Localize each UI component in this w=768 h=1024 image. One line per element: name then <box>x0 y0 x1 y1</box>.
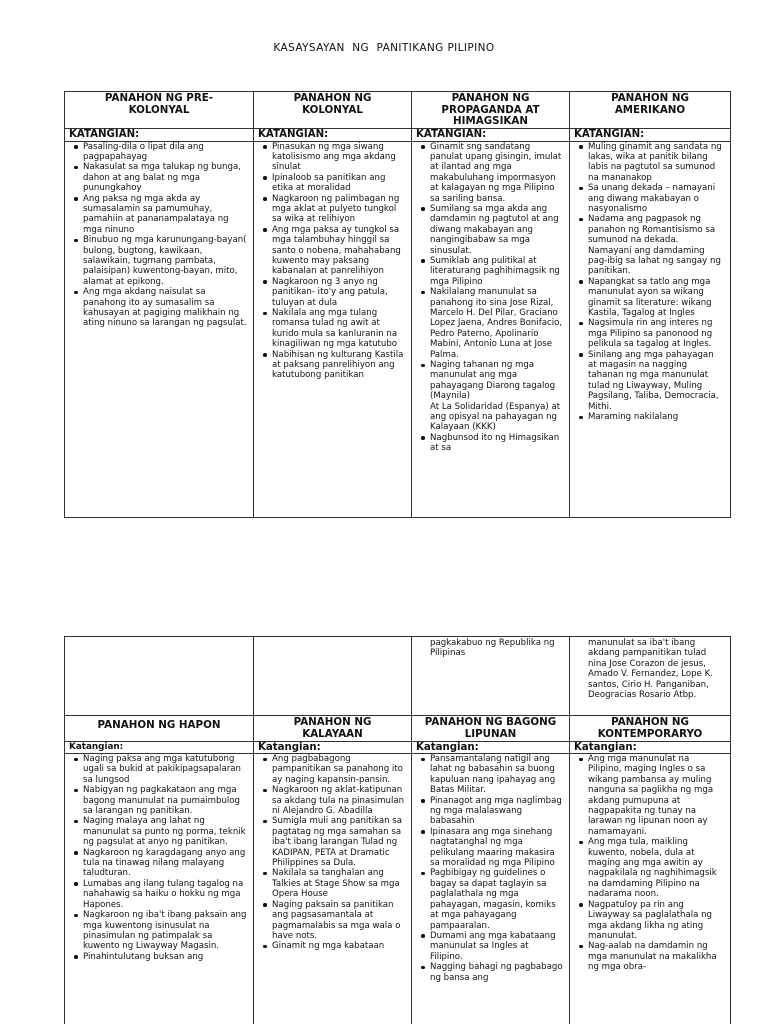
continuation-cell <box>570 637 730 715</box>
content-row <box>65 754 731 1024</box>
katangian-row <box>65 128 731 141</box>
content-cell <box>412 754 569 1024</box>
katangian-label: Katangian: <box>69 742 124 752</box>
bullet-item: Nagbunsod ito ng Himagsikan at sa <box>430 433 567 454</box>
header-cell-bagong-lipunan <box>412 716 570 742</box>
table-header-row <box>65 92 731 129</box>
katangian-label: KATANGIAN: <box>69 128 140 140</box>
bullet-list <box>412 754 567 983</box>
period-heading: PANAHON NG KOLONYAL <box>293 92 372 116</box>
bullet-item: Nagging bahagi ng pagbabago ng bansa ang <box>430 962 567 983</box>
content-cell <box>254 142 411 517</box>
continuation-text: manunulat sa iba't ibang akdang pampanitikan tulad nina Jose Corazon de jesus, Amado V. Fernandez, Lope K. santos, Cirio H. Panganiban, Deogracias Rosario Atbp. <box>588 638 713 701</box>
katangian-label: Katangian: <box>574 742 637 753</box>
continuation-cell <box>254 637 411 715</box>
literature-periods-table-2 <box>64 636 731 1024</box>
bullet-item: Nag-aalab na damdamin ng mga manunulat na makalikha ng mga obra- <box>588 941 728 972</box>
period-heading: PANAHON NG AMERIKANO <box>611 92 689 116</box>
bullet-item: Naging paksain sa panitikan ang pagsasamantala at pagmamalabis sa mga wala o have nots. <box>272 900 409 942</box>
content-cell <box>254 754 411 1024</box>
header-cell-pre-kolonyal <box>65 92 254 129</box>
bullet-item: Sa unang dekada – namayani ang diwang makabayan o nasyonalismo <box>588 183 728 214</box>
continuation-text <box>65 637 251 638</box>
bullet-list <box>254 142 409 381</box>
content-cell <box>65 754 253 1024</box>
bullet-item: Naging tahanan ng mga manunulat ang mga pahayagang Diarong tagalog (Maynila) At La Solidaridad (Espanya) at ang opisyal na pahayagan ng Kalayaan (KKK) <box>430 360 567 433</box>
katangian-label: Katangian: <box>416 742 479 753</box>
katangian-row <box>65 742 731 754</box>
continuation-cell <box>65 637 253 715</box>
bullet-list <box>65 754 251 962</box>
table-header-row <box>65 716 731 742</box>
bullet-item: Pinanagot ang mga naglimbag ng mga malalaswang babasahin <box>430 796 567 827</box>
header-cell-kalayaan <box>254 716 412 742</box>
header-cell-propaganda <box>412 92 570 129</box>
bullet-item: Ang mga paksa ay tungkol sa mga talambuhay hinggil sa santo o nobena, mahahabang kuwento may paksang kabanalan at panrelihiyon <box>272 225 409 277</box>
header-cell-kolonyal <box>254 92 412 129</box>
period-heading: PANAHON NG PRE- KOLONYAL <box>104 92 214 116</box>
katangian-label: KATANGIAN: <box>416 128 487 140</box>
header-cell-hapon <box>65 716 254 742</box>
bullet-item: Napangkat sa tatlo ang mga manunulat ayon sa wikang ginamit sa literature: wikang Kastila, Tagalog at Ingles <box>588 277 728 319</box>
content-cell <box>570 142 730 517</box>
bullet-item: Sumigla muli ang panitikan sa pagtatag ng mga samahan sa iba't ibang larangan Tulad ng KADIPAN, PETA at Dramatic Philippines sa Dula. <box>272 816 409 868</box>
bullet-item: Maraming nakilalang <box>588 412 728 422</box>
bullet-item: Pagbibigay ng guidelines o bagay sa dapat taglayin sa paglalathala ng mga pahayagan, magasin, komiks at mga pahayagang pampaaralan. <box>430 868 567 930</box>
header-cell-amerikano <box>570 92 731 129</box>
bullet-item: Nakilala ang mga tulang romansa tulad ng awit at kurido mula sa kanluranin na kinagiliwan ng mga katutubo <box>272 308 409 350</box>
bullet-item: Sinilang ang mga pahayagan at magasin na nagging tahanan ng mga manunulat tulad ng Liwayway, Muling Pagsilang, Taliba, Democracia, Mithi. <box>588 350 728 412</box>
bullet-item: Pinasukan ng mga siwang katolisismo ang mga akdang sinulat <box>272 142 409 173</box>
bullet-item: Nabigyan ng pagkakataon ang mga bagong manunulat na pumaimbulog sa larangan ng panitikan. <box>83 785 251 816</box>
literature-periods-table-1 <box>64 91 731 518</box>
period-heading: PANAHON NG BAGONG LIPUNAN <box>424 716 557 740</box>
bullet-item: Nagpatuloy pa rin ang Liwayway sa paglalathala ng mga akdang likha ng ating manunulat. <box>588 900 728 942</box>
bullet-item: Nagkaroon ng palimbagan ng mga aklat at pulyeto tungkol sa wika at relihiyon <box>272 194 409 225</box>
bullet-list <box>570 142 728 423</box>
bullet-item: Lumabas ang ilang tulang tagalog na nahahawig sa haiku o hokku ng mga Hapones. <box>83 879 251 910</box>
content-row <box>65 141 731 517</box>
bullet-list <box>412 142 567 454</box>
bullet-item: Binubuo ng mga karunungang-bayan( bulong, bugtong, kawikaan, salawikain, tugmang pambata, palaisipan) kuwentong-bayan, mito, alamat at epikong. <box>83 235 251 287</box>
bullet-list <box>254 754 409 952</box>
bullet-item: Ang paksa ng mga akda ay sumasalamin sa pamumuhay, pamahiin at pananampalataya ng mga ninuno <box>83 194 251 236</box>
bullet-item: Sumiklab ang pulitikal at literaturang paghihimagsik ng mga Pilipino <box>430 256 567 287</box>
bullet-item: Nagkaroon ng karagdagang anyo ang tula na tinawag nilang malayang taludturan. <box>83 848 251 879</box>
bullet-item: Nakilala sa tanghalan ang Talkies at Stage Show sa mga Opera House <box>272 868 409 899</box>
continuation-row <box>65 637 731 716</box>
bullet-item: Dumami ang mga kabataang manunulat sa Ingles at Filipino. <box>430 931 567 962</box>
katangian-label: KATANGIAN: <box>574 128 645 140</box>
bullet-item: Ipinasara ang mga sinehang nagtatanghal ng mga pelikulang maaring makasira sa moralidad ng mga Pilipino <box>430 827 567 869</box>
content-cell <box>570 754 730 1024</box>
continuation-text: pagkakabuo ng Republika ng Pilipinas <box>430 638 555 659</box>
katangian-label: Katangian: <box>258 742 321 753</box>
bullet-item: Sumilang sa mga akda ang damdamin ng pagtutol at ang diwang makabayan ang nangingibabaw sa mga sinusulat. <box>430 204 567 256</box>
bullet-item: Ang mga akdang naisulat sa panahong ito ay sumasalim sa kahusayan at pagiging malikhain ng ating ninuno sa larangan ng pagsulat. <box>83 287 251 329</box>
bullet-list <box>65 142 251 329</box>
bullet-item: Nakasulat sa mga talukap ng bunga, dahon at ang balat ng mga punungkahoy <box>83 162 251 193</box>
bullet-item: Pasaling-dila o lipat dila ang pagpapahayag <box>83 142 251 163</box>
header-cell-kontemporaryo <box>570 716 731 742</box>
content-cell <box>65 142 253 517</box>
katangian-label: KATANGIAN: <box>258 128 329 140</box>
bullet-item: Nakilalang manunulat sa panahong ito sina Jose Rizal, Marcelo H. Del Pilar, Graciano Lopez Jaena, Andres Bonifacio, Pedro Paterno, Apolinario Mabini, Antonio Luna at Jose Palma. <box>430 287 567 360</box>
document-title: KASAYSAYAN NG PANITIKANG PILIPINO <box>273 42 495 54</box>
bullet-item: Nagkaroon ng 3 anyo ng panitikan- ito'y ang patula, tuluyan at dula <box>272 277 409 308</box>
period-heading: PANAHON NG KONTEMPORARYO <box>597 716 703 740</box>
bullet-item: Naging malaya ang lahat ng manunulat sa punto ng porma, teknik ng pagsulat at anyo ng panitikan. <box>83 816 251 847</box>
bullet-item: Ipinaloob sa panitikan ang etika at moralidad <box>272 173 409 194</box>
period-heading: PANAHON NG KALAYAAN <box>293 716 372 740</box>
bullet-item: Ang mga manunulat na Pilipino, maging Ingles o sa wikang pambansa ay muling nanguna sa paglikha ng mga akdang pumupuna at nagpapakita ng tunay na larawan ng lipunan noon ay namamayani. <box>588 754 728 837</box>
period-heading: PANAHON NG PROPAGANDA AT HIMAGSIKAN <box>441 92 540 127</box>
content-cell <box>412 142 569 517</box>
bullet-item: Ang mga tula, maikling kuwento, nobela, dula at maging ang mga awitin ay nagpakilala ng naghihimagsik na damdaming Pilipino na nadarama noon. <box>588 837 728 899</box>
bullet-item: Naging paksa ang mga katutubong ugali sa bukid at pakikipagsapalaran sa lungsod <box>83 754 251 785</box>
bullet-item: Ginamit sng sandatang panulat upang gisingin, imulat at ilantad ang mga makabuluhang impormasyon at kalagayan ng mga Pilipino sa sariling bansa. <box>430 142 567 204</box>
bullet-item: Nagsimula rin ang interes ng mga Pilipino sa panonood ng pelikula sa tagalog at Ingles. <box>588 318 728 349</box>
continuation-cell <box>412 637 569 715</box>
bullet-list <box>570 754 728 973</box>
bullet-item: Nabihisan ng kulturang Kastila at paksang panrelihiyon ang katutubong panitikan <box>272 350 409 381</box>
continuation-text <box>254 637 409 638</box>
bullet-item: Ginamit ng mga kabataan <box>272 941 409 951</box>
period-heading: PANAHON NG HAPON <box>97 719 221 731</box>
bullet-item: Muling ginamit ang sandata ng lakas, wika at panitik bilang labis na pagtutol sa sumunod na mananakop <box>588 142 728 184</box>
bullet-item: Pinahintulutang buksan ang <box>83 952 251 962</box>
bullet-item: Nagkaroon ng iba't ibang paksain ang mga kuwentong isinusulat na pinasimulan ng patimpalak sa kuwento ng Liwayway Magasin. <box>83 910 251 952</box>
bullet-item: Ang pagbabagong pampanitikan sa panahong ito ay naging kapansin-pansin. <box>272 754 409 785</box>
bullet-item: Nagkaroon ng aklat-katipunan sa akdang tula na pinasimulan ni Alejandro G. Abadilla <box>272 785 409 816</box>
bullet-item: Pansamantalang natigil ang lahat ng babasahin sa buong kapuluan nang ipahayag ang Batas Militar. <box>430 754 567 796</box>
bullet-item: Nadama ang pagpasok ng panahon ng Romantisismo sa sumunod na dekada. Namayani ang damdaming pag-ibig sa lahat ng sangay ng panitikan. <box>588 214 728 276</box>
